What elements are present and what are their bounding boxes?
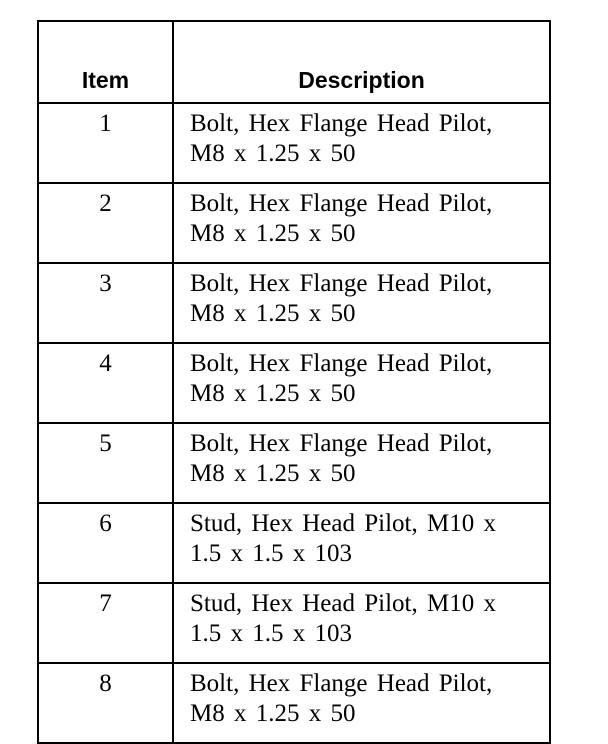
item-number: 6 [38, 503, 173, 583]
description-line: M8 x 1.25 x 50 [190, 700, 356, 727]
description-cell [173, 103, 550, 183]
item-number: 2 [38, 183, 173, 263]
description-line: 1.5 x 1.5 x 103 [190, 540, 352, 567]
item-number: 7 [38, 583, 173, 663]
description-line: Stud, Hex Head Pilot, M10 x [190, 590, 496, 617]
description-line: Bolt, Hex Flange Head Pilot, [190, 270, 493, 297]
description-cell [173, 583, 550, 663]
header-item: Item [38, 21, 173, 103]
description-line: Bolt, Hex Flange Head Pilot, [190, 430, 493, 457]
description-cell [173, 263, 550, 343]
item-number: 4 [38, 343, 173, 423]
item-number: 8 [38, 663, 173, 743]
description-cell [173, 343, 550, 423]
table-header-row [38, 21, 550, 103]
description-cell [173, 663, 550, 743]
table-row [38, 583, 550, 663]
description-cell [173, 423, 550, 503]
table-row [38, 503, 550, 583]
description-line: Bolt, Hex Flange Head Pilot, [190, 350, 493, 377]
item-number: 5 [38, 423, 173, 503]
description-line: Bolt, Hex Flange Head Pilot, [190, 110, 493, 137]
item-number: 1 [38, 103, 173, 183]
table-row [38, 103, 550, 183]
description-line: M8 x 1.25 x 50 [190, 300, 356, 327]
header-description: Description [173, 21, 550, 103]
table-row [38, 263, 550, 343]
description-line: M8 x 1.25 x 50 [190, 460, 356, 487]
table-row [38, 343, 550, 423]
item-number: 3 [38, 263, 173, 343]
description-cell [173, 503, 550, 583]
parts-table [37, 20, 551, 744]
description-line: Stud, Hex Head Pilot, M10 x [190, 510, 496, 537]
description-line: M8 x 1.25 x 50 [190, 220, 356, 247]
description-line: M8 x 1.25 x 50 [190, 380, 356, 407]
table-row [38, 423, 550, 503]
table-row [38, 183, 550, 263]
description-line: 1.5 x 1.5 x 103 [190, 620, 352, 647]
description-cell [173, 183, 550, 263]
description-line: M8 x 1.25 x 50 [190, 140, 356, 167]
description-line: Bolt, Hex Flange Head Pilot, [190, 670, 493, 697]
table-row [38, 663, 550, 743]
description-line: Bolt, Hex Flange Head Pilot, [190, 190, 493, 217]
